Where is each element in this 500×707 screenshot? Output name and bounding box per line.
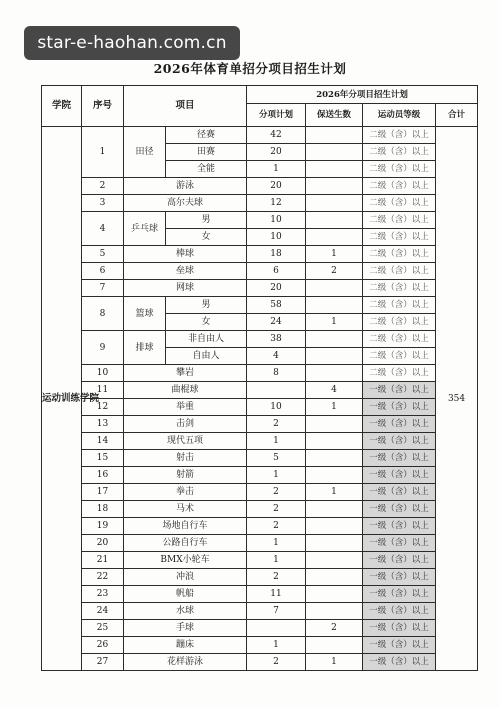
plan-cell: 8 <box>247 365 306 382</box>
table-row <box>42 535 478 552</box>
plan-cell: 2 <box>247 501 306 518</box>
seq-cell: 24 <box>82 603 124 620</box>
level-cell: 一级（含）以上 <box>363 433 436 450</box>
plan-cell: 1 <box>247 535 306 552</box>
seq-cell: 9 <box>82 331 124 365</box>
item-cell: 射箭 <box>124 467 247 484</box>
level-cell: 一级（含）以上 <box>363 620 436 637</box>
guarantee-cell <box>306 535 363 552</box>
plan-cell: 1 <box>247 433 306 450</box>
level-cell: 二级（含）以上 <box>363 178 436 195</box>
table-row <box>42 263 478 280</box>
enrollment-plan-table <box>41 85 478 671</box>
item-cell: 男 <box>166 297 247 314</box>
plan-cell: 58 <box>247 297 306 314</box>
plan-cell: 10 <box>247 399 306 416</box>
seq-cell: 1 <box>82 127 124 178</box>
group-cell: 篮球 <box>124 297 166 331</box>
guarantee-cell: 2 <box>306 263 363 280</box>
item-cell: 曲棍球 <box>124 382 247 399</box>
item-cell: 水球 <box>124 603 247 620</box>
item-cell: 攀岩 <box>124 365 247 382</box>
seq-cell: 26 <box>82 637 124 654</box>
item-cell: 手球 <box>124 620 247 637</box>
guarantee-cell: 4 <box>306 382 363 399</box>
item-cell: 男 <box>166 212 247 229</box>
item-cell: 高尔夫球 <box>124 195 247 212</box>
item-cell: 全能 <box>166 161 247 178</box>
plan-cell: 38 <box>247 331 306 348</box>
table-row <box>42 433 478 450</box>
item-cell: 场地自行车 <box>124 518 247 535</box>
seq-cell: 13 <box>82 416 124 433</box>
guarantee-cell <box>306 416 363 433</box>
plan-cell: 6 <box>247 263 306 280</box>
item-cell: 公路自行车 <box>124 535 247 552</box>
plan-cell: 11 <box>247 586 306 603</box>
level-cell: 二级（含）以上 <box>363 365 436 382</box>
item-cell: 击剑 <box>124 416 247 433</box>
table-row <box>42 518 478 535</box>
guarantee-cell <box>306 348 363 365</box>
level-cell: 一级（含）以上 <box>363 637 436 654</box>
item-cell: BMX小轮车 <box>124 552 247 569</box>
guarantee-cell <box>306 280 363 297</box>
level-cell: 一级（含）以上 <box>363 399 436 416</box>
table-body <box>42 127 478 671</box>
guarantee-cell <box>306 586 363 603</box>
table-row <box>42 246 478 263</box>
seq-cell: 4 <box>82 212 124 246</box>
level-cell: 一级（含）以上 <box>363 569 436 586</box>
table-row <box>42 127 478 144</box>
level-cell: 二级（含）以上 <box>363 331 436 348</box>
seq-cell: 10 <box>82 365 124 382</box>
item-cell: 拳击 <box>124 484 247 501</box>
guarantee-cell <box>306 229 363 246</box>
table-row <box>42 365 478 382</box>
table-row <box>42 212 478 229</box>
header-sub-plan: 分项计划 <box>247 104 306 127</box>
table-row <box>42 484 478 501</box>
group-cell: 田径 <box>124 127 166 178</box>
guarantee-cell <box>306 637 363 654</box>
guarantee-cell <box>306 450 363 467</box>
seq-cell: 20 <box>82 535 124 552</box>
plan-cell <box>247 382 306 399</box>
guarantee-cell: 1 <box>306 246 363 263</box>
item-cell: 蹦床 <box>124 637 247 654</box>
seq-cell: 23 <box>82 586 124 603</box>
table-row <box>42 450 478 467</box>
item-cell: 自由人 <box>166 348 247 365</box>
header-level: 运动员等级 <box>363 104 436 127</box>
guarantee-cell <box>306 212 363 229</box>
guarantee-cell <box>306 161 363 178</box>
plan-cell: 20 <box>247 178 306 195</box>
table-row <box>42 586 478 603</box>
item-cell: 马术 <box>124 501 247 518</box>
seq-cell: 25 <box>82 620 124 637</box>
seq-cell: 27 <box>82 654 124 671</box>
plan-cell: 12 <box>247 195 306 212</box>
seq-cell: 18 <box>82 501 124 518</box>
plan-cell: 2 <box>247 484 306 501</box>
level-cell: 二级（含）以上 <box>363 212 436 229</box>
level-cell: 二级（含）以上 <box>363 263 436 280</box>
guarantee-cell: 1 <box>306 484 363 501</box>
guarantee-cell: 1 <box>306 654 363 671</box>
guarantee-cell <box>306 178 363 195</box>
level-cell: 二级（含）以上 <box>363 314 436 331</box>
table-row <box>42 297 478 314</box>
seq-cell: 22 <box>82 569 124 586</box>
level-cell: 一级（含）以上 <box>363 535 436 552</box>
item-cell: 花样游泳 <box>124 654 247 671</box>
level-cell: 一级（含）以上 <box>363 467 436 484</box>
header-project: 项目 <box>124 86 247 127</box>
item-cell: 射击 <box>124 450 247 467</box>
seq-cell: 12 <box>82 399 124 416</box>
guarantee-cell <box>306 331 363 348</box>
header-seq: 序号 <box>82 86 124 127</box>
total-cell: 354 <box>436 127 478 671</box>
seq-cell: 8 <box>82 297 124 331</box>
plan-cell: 2 <box>247 569 306 586</box>
seq-cell: 5 <box>82 246 124 263</box>
level-cell: 一级（含）以上 <box>363 501 436 518</box>
level-cell: 一级（含）以上 <box>363 450 436 467</box>
plan-cell: 5 <box>247 450 306 467</box>
guarantee-cell <box>306 195 363 212</box>
item-cell: 现代五项 <box>124 433 247 450</box>
guarantee-cell <box>306 552 363 569</box>
level-cell: 二级（含）以上 <box>363 127 436 144</box>
guarantee-cell: 2 <box>306 620 363 637</box>
group-cell: 排球 <box>124 331 166 365</box>
level-cell: 二级（含）以上 <box>363 229 436 246</box>
table-row <box>42 552 478 569</box>
level-cell: 一级（含）以上 <box>363 586 436 603</box>
seq-cell: 3 <box>82 195 124 212</box>
seq-cell: 19 <box>82 518 124 535</box>
level-cell: 一级（含）以上 <box>363 382 436 399</box>
header-total: 合计 <box>436 104 478 127</box>
guarantee-cell <box>306 144 363 161</box>
item-cell: 垒球 <box>124 263 247 280</box>
table-row <box>42 654 478 671</box>
guarantee-cell <box>306 603 363 620</box>
table-row <box>42 637 478 654</box>
guarantee-cell <box>306 433 363 450</box>
plan-cell: 42 <box>247 127 306 144</box>
plan-cell: 18 <box>247 246 306 263</box>
plan-cell: 1 <box>247 161 306 178</box>
item-cell: 游泳 <box>124 178 247 195</box>
header-guarantee: 保送生数 <box>306 104 363 127</box>
item-cell: 径赛 <box>166 127 247 144</box>
header-college: 学院 <box>42 86 82 127</box>
seq-cell: 16 <box>82 467 124 484</box>
table-row <box>42 467 478 484</box>
item-cell: 帆船 <box>124 586 247 603</box>
table-row <box>42 280 478 297</box>
level-cell: 一级（含）以上 <box>363 654 436 671</box>
level-cell: 二级（含）以上 <box>363 280 436 297</box>
table-row <box>42 501 478 518</box>
seq-cell: 7 <box>82 280 124 297</box>
guarantee-cell <box>306 365 363 382</box>
level-cell: 二级（含）以上 <box>363 161 436 178</box>
guarantee-cell <box>306 569 363 586</box>
item-cell: 举重 <box>124 399 247 416</box>
document-title: 2026年体育单招分项目招生计划 <box>153 61 347 76</box>
college-cell: 运动训练学院 <box>42 127 82 671</box>
plan-cell: 24 <box>247 314 306 331</box>
seq-cell: 15 <box>82 450 124 467</box>
level-cell: 二级（含）以上 <box>363 297 436 314</box>
group-cell: 乒乓球 <box>124 212 166 246</box>
level-cell: 二级（含）以上 <box>363 195 436 212</box>
item-cell: 田赛 <box>166 144 247 161</box>
table-row <box>42 620 478 637</box>
level-cell: 一级（含）以上 <box>363 552 436 569</box>
guarantee-cell <box>306 297 363 314</box>
plan-cell: 2 <box>247 518 306 535</box>
level-cell: 一级（含）以上 <box>363 416 436 433</box>
item-cell: 非自由人 <box>166 331 247 348</box>
level-cell: 一级（含）以上 <box>363 603 436 620</box>
table-row <box>42 178 478 195</box>
level-cell: 一级（含）以上 <box>363 518 436 535</box>
level-cell: 二级（含）以上 <box>363 246 436 263</box>
table-row <box>42 331 478 348</box>
guarantee-cell: 1 <box>306 399 363 416</box>
plan-cell: 1 <box>247 637 306 654</box>
guarantee-cell <box>306 467 363 484</box>
table-row <box>42 603 478 620</box>
item-cell: 女 <box>166 229 247 246</box>
level-cell: 二级（含）以上 <box>363 348 436 365</box>
watermark-badge: star-e-haohan.com.cn <box>24 26 240 60</box>
table-row <box>42 569 478 586</box>
guarantee-cell: 1 <box>306 314 363 331</box>
plan-cell: 20 <box>247 144 306 161</box>
plan-cell: 7 <box>247 603 306 620</box>
plan-cell: 2 <box>247 416 306 433</box>
level-cell: 一级（含）以上 <box>363 484 436 501</box>
seq-cell: 2 <box>82 178 124 195</box>
plan-cell: 1 <box>247 467 306 484</box>
plan-cell: 10 <box>247 212 306 229</box>
guarantee-cell <box>306 501 363 518</box>
plan-cell: 10 <box>247 229 306 246</box>
guarantee-cell <box>306 127 363 144</box>
seq-cell: 21 <box>82 552 124 569</box>
item-cell: 棒球 <box>124 246 247 263</box>
level-cell: 二级（含）以上 <box>363 144 436 161</box>
item-cell: 网球 <box>124 280 247 297</box>
table-row <box>42 416 478 433</box>
plan-cell: 4 <box>247 348 306 365</box>
seq-cell: 17 <box>82 484 124 501</box>
plan-cell <box>247 620 306 637</box>
item-cell: 女 <box>166 314 247 331</box>
table-row <box>42 195 478 212</box>
table-row <box>42 382 478 399</box>
plan-cell: 1 <box>247 552 306 569</box>
guarantee-cell <box>306 518 363 535</box>
item-cell: 冲浪 <box>124 569 247 586</box>
seq-cell: 11 <box>82 382 124 399</box>
table-row <box>42 399 478 416</box>
seq-cell: 6 <box>82 263 124 280</box>
plan-cell: 2 <box>247 654 306 671</box>
plan-cell: 20 <box>247 280 306 297</box>
header-plan-group: 2026年分项目招生计划 <box>247 86 478 104</box>
seq-cell: 14 <box>82 433 124 450</box>
